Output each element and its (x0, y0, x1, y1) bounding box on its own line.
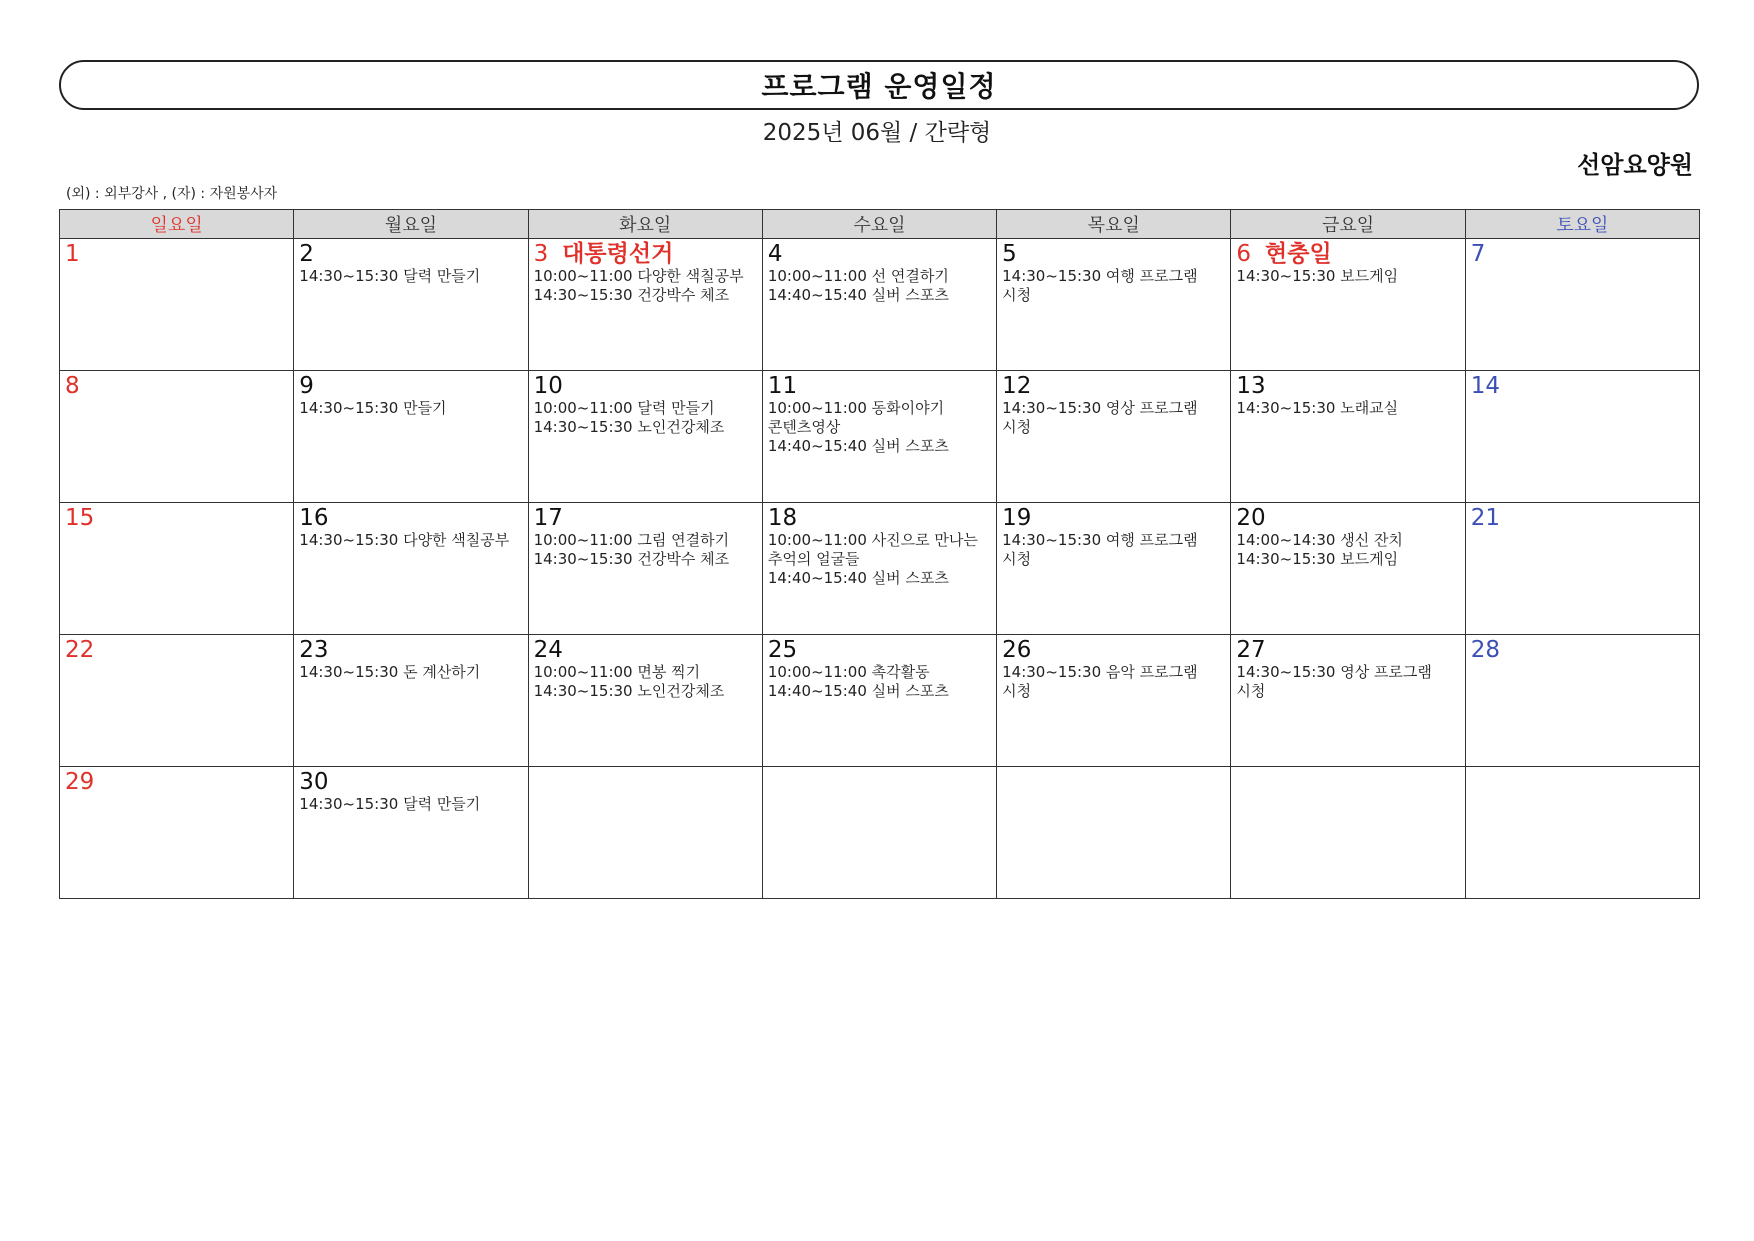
day-number: 8 (65, 373, 80, 399)
day-number-line (299, 637, 523, 663)
day-number-line (299, 769, 523, 795)
calendar-day-cell (1231, 371, 1465, 503)
schedule-event: 14:30~15:30 음악 프로그램 시청 (1002, 663, 1198, 700)
day-number-line (768, 373, 992, 399)
day-number: 21 (1470, 505, 1500, 531)
day-number: 5 (1002, 241, 1017, 267)
day-number-line (1002, 637, 1226, 663)
calendar-day-cell (60, 767, 294, 899)
calendar-day-cell (1465, 635, 1699, 767)
schedule-event: 14:30~15:30 여행 프로그램 시청 (1002, 531, 1198, 568)
day-number: 7 (1470, 241, 1486, 267)
calendar-week-row (60, 767, 1700, 899)
calendar-day-cell (997, 767, 1231, 899)
holiday-label: 대통령선거 (562, 241, 674, 267)
schedule-event: 14:40~15:40 실버 스포츠 (767, 437, 949, 455)
weekday-sunday: 일요일 (60, 210, 294, 239)
day-number: 13 (1236, 373, 1266, 399)
calendar-day-cell (60, 503, 294, 635)
calendar-day-cell (1231, 767, 1465, 899)
day-number-line (1002, 241, 1226, 267)
day-number: 12 (1002, 373, 1032, 399)
day-number: 23 (299, 637, 329, 663)
weekday-tuesday: 화요일 (528, 210, 762, 239)
calendar-day-cell (528, 239, 762, 371)
day-number: 24 (533, 637, 563, 663)
day-number: 10 (533, 373, 563, 399)
day-number: 30 (299, 769, 329, 795)
calendar-day-cell (294, 503, 528, 635)
calendar-day-cell (997, 371, 1231, 503)
calendar-day-cell (1465, 371, 1699, 503)
schedule-event: 14:30~15:30 노인건강체조 (533, 682, 725, 700)
day-number-line (299, 373, 523, 399)
schedule-event: 14:30~15:30 만들기 (299, 399, 447, 417)
day-number: 29 (65, 769, 95, 795)
day-number-line (768, 241, 992, 267)
calendar-day-cell (1231, 635, 1465, 767)
day-number-line (768, 505, 992, 531)
calendar-day-cell (294, 635, 528, 767)
calendar-day-cell (60, 239, 294, 371)
day-number: 6 (1236, 241, 1252, 267)
day-number: 9 (299, 373, 314, 399)
calendar-day-cell (997, 635, 1231, 767)
schedule-event: 14:30~15:30 건강박수 체조 (533, 286, 730, 304)
weekday-monday: 월요일 (294, 210, 528, 239)
facility-name: 선암요양원 (1577, 151, 1693, 179)
day-number-line (534, 241, 758, 267)
weekday-friday: 금요일 (1231, 210, 1465, 239)
day-number-line (1002, 505, 1226, 531)
schedule-event: 14:30~15:30 노래교실 (1236, 399, 1399, 417)
weekday-saturday: 토요일 (1465, 210, 1699, 239)
calendar-day-cell (1465, 503, 1699, 635)
schedule-event: 14:30~15:30 달력 만들기 (299, 267, 481, 285)
calendar-day-cell (528, 503, 762, 635)
day-number: 20 (1236, 505, 1266, 531)
day-number-line (768, 769, 992, 795)
schedule-event: 14:30~15:30 노인건강체조 (533, 418, 725, 436)
schedule-event: 14:30~15:30 영상 프로그램 시청 (1002, 399, 1198, 436)
day-number: 28 (1470, 637, 1500, 663)
day-number-line (1236, 769, 1460, 795)
day-number: 25 (767, 637, 798, 663)
day-number: 1 (65, 241, 80, 267)
day-number: 15 (65, 505, 95, 531)
calendar-day-cell (294, 239, 528, 371)
day-number: 19 (1002, 505, 1032, 531)
calendar-week-row (60, 635, 1700, 767)
calendar-day-cell (528, 635, 762, 767)
schedule-event: 14:30~15:30 여행 프로그램 시청 (1002, 267, 1198, 304)
schedule-event: 10:00~11:00 그림 연결하기 (533, 531, 730, 549)
calendar-day-cell (762, 767, 996, 899)
schedule-event: 10:00~11:00 선 연결하기 (767, 267, 949, 285)
calendar-day-cell (997, 239, 1231, 371)
day-number: 2 (299, 241, 314, 267)
schedule-event: 14:30~15:30 보드게임 (1236, 267, 1399, 285)
day-number: 22 (65, 637, 95, 663)
schedule-event: 14:00~14:30 생신 잔치 (1236, 531, 1403, 549)
calendar-day-cell (60, 635, 294, 767)
weekday-header-row (60, 210, 1700, 239)
day-number-line (1471, 373, 1695, 399)
schedule-event: 14:40~15:40 실버 스포츠 (767, 286, 949, 304)
day-number-line (299, 241, 523, 267)
day-number: 16 (299, 505, 329, 531)
day-number: 27 (1236, 637, 1266, 663)
day-number: 3 (533, 241, 549, 267)
schedule-event: 10:00~11:00 촉각활동 (767, 663, 930, 681)
day-number: 18 (767, 505, 798, 531)
calendar-grid (59, 209, 1700, 899)
schedule-event: 14:30~15:30 영상 프로그램 시청 (1236, 663, 1432, 700)
day-number-line (1236, 241, 1460, 267)
weekday-wednesday: 수요일 (762, 210, 996, 239)
day-number-line (65, 505, 289, 531)
schedule-event: 10:00~11:00 달력 만들기 (533, 399, 715, 417)
legend-note: (외) : 외부강사 , (자) : 자원봉사자 (66, 186, 278, 202)
weekday-thursday: 목요일 (997, 210, 1231, 239)
calendar-day-cell (528, 767, 762, 899)
schedule-event: 14:30~15:30 보드게임 (1236, 550, 1399, 568)
calendar-day-cell (1465, 239, 1699, 371)
schedule-event: 10:00~11:00 사진으로 만나는 추억의 얼굴들 (767, 531, 978, 568)
calendar-day-cell (762, 371, 996, 503)
day-number-line (534, 373, 758, 399)
title-banner (59, 60, 1699, 110)
calendar-day-cell (294, 371, 528, 503)
holiday-label: 현충일 (1265, 241, 1332, 267)
calendar-day-cell (1231, 503, 1465, 635)
day-number: 11 (767, 373, 798, 399)
day-number-line (65, 373, 289, 399)
calendar-week-row (60, 503, 1700, 635)
day-number-line (65, 769, 289, 795)
schedule-event: 14:30~15:30 건강박수 체조 (533, 550, 730, 568)
calendar-day-cell (294, 767, 528, 899)
calendar-day-cell (60, 371, 294, 503)
schedule-event: 14:30~15:30 다양한 색칠공부 (299, 531, 510, 549)
day-number-line (1471, 241, 1695, 267)
day-number-line (65, 637, 289, 663)
calendar-day-cell (762, 635, 996, 767)
schedule-event: 14:40~15:40 실버 스포츠 (767, 682, 949, 700)
day-number: 14 (1470, 373, 1500, 399)
day-number-line (1236, 637, 1460, 663)
schedule-event: 10:00~11:00 동화이야기 콘텐츠영상 (767, 399, 945, 436)
day-number: 26 (1002, 637, 1032, 663)
day-number: 17 (533, 505, 563, 531)
day-number-line (1236, 505, 1460, 531)
day-number: 4 (767, 241, 783, 267)
calendar-day-cell (1231, 239, 1465, 371)
day-number-line (534, 769, 758, 795)
day-number-line (1002, 373, 1226, 399)
day-number-line (1471, 505, 1695, 531)
calendar-day-cell (1465, 767, 1699, 899)
calendar-day-cell (762, 239, 996, 371)
calendar-week-row (60, 239, 1700, 371)
day-number-line (1236, 373, 1460, 399)
calendar-day-cell (997, 503, 1231, 635)
day-number-line (299, 505, 523, 531)
day-number-line (534, 637, 758, 663)
schedule-event: 14:30~15:30 돈 계산하기 (299, 663, 481, 681)
schedule-event: 14:30~15:30 달력 만들기 (299, 795, 481, 813)
calendar-day-cell (762, 503, 996, 635)
day-number-line (534, 505, 758, 531)
schedule-event: 14:40~15:40 실버 스포츠 (767, 569, 949, 587)
day-number-line (1471, 637, 1695, 663)
day-number-line (1471, 769, 1695, 795)
schedule-event: 10:00~11:00 다양한 색칠공부 (533, 267, 744, 285)
page-title: 프로그램 운영일정 (761, 70, 997, 103)
schedule-event: 10:00~11:00 면봉 찍기 (533, 663, 701, 681)
day-number-line (768, 637, 992, 663)
calendar-week-row (60, 371, 1700, 503)
page-subtitle: 2025년 06월 / 간략형 (762, 120, 992, 146)
day-number-line (1002, 769, 1226, 795)
day-number-line (65, 241, 289, 267)
calendar-day-cell (528, 371, 762, 503)
calendar-body (60, 239, 1700, 899)
